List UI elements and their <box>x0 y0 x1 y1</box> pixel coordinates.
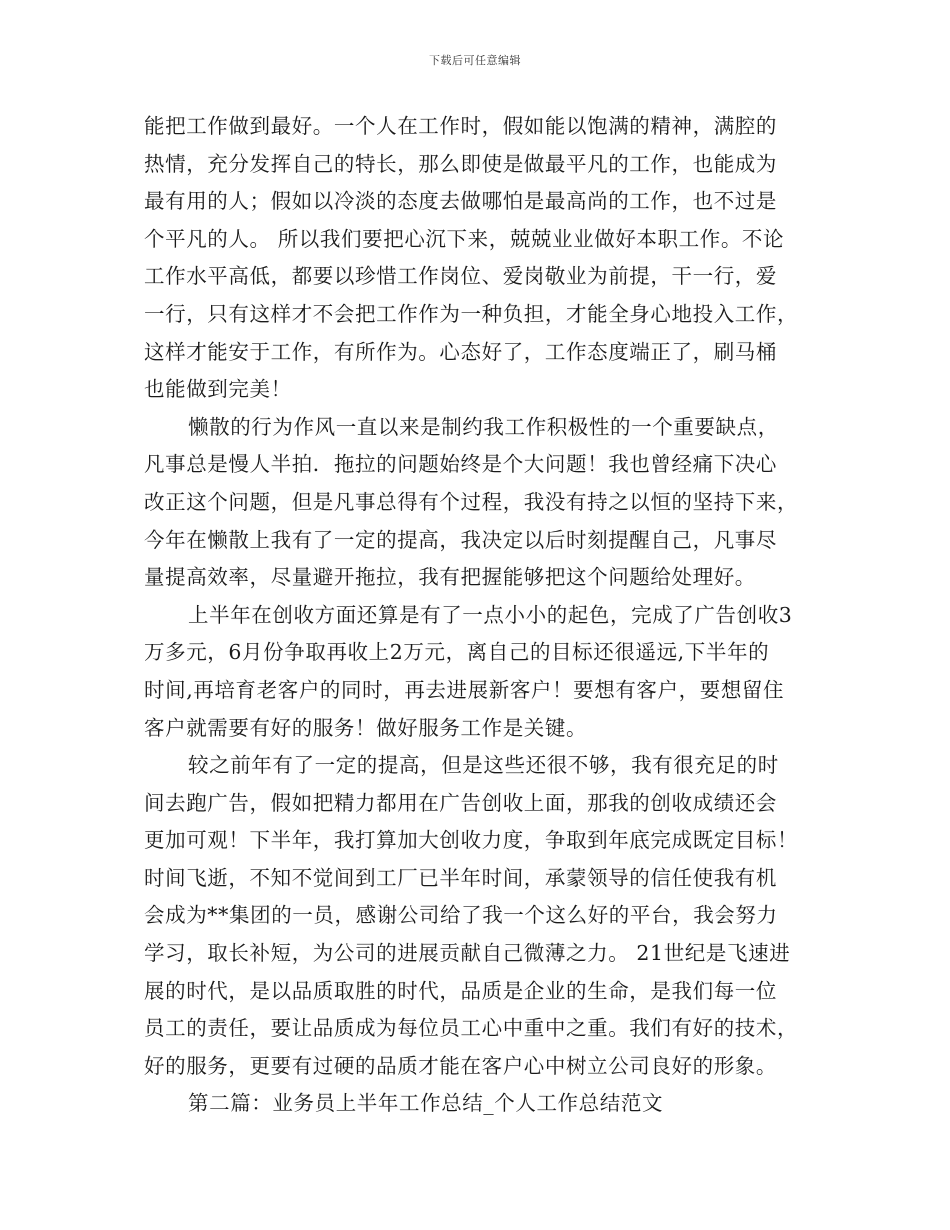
text-line: 量提高效率，尽量避开拖拉，我有把握能够把这个问题给处理好。 <box>144 565 756 590</box>
paragraph <box>144 747 814 1085</box>
text-line: 也能做到完美！ <box>144 377 292 402</box>
section-heading <box>144 1085 814 1123</box>
text-line: 第二篇：业务员上半年工作总结_个人工作总结范文 <box>188 1091 664 1116</box>
text-line: 客户就需要有好的服务！做好服务工作是关键。 <box>144 715 588 740</box>
text-line: 更加可观！下半年，我打算加大创收力度，争取到年底完成既定目标！ <box>144 828 799 853</box>
text-line: 好的服务，更要有过硬的品质才能在客户心中树立公司良好的形象。 <box>144 1053 777 1078</box>
text-line: 展的时代，是以品质取胜的时代，品质是企业的生命，是我们每一位 <box>144 978 777 1003</box>
text-line: 能把工作做到最好。一个人在工作时，假如能以饱满的精神，满腔的 <box>144 114 777 138</box>
text-line: 学习，取长补短，为公司的进展贡献自己微薄之力。 21世纪是飞速进 <box>144 941 791 966</box>
text-line: 会成为**集团的一员，感谢公司给了我一个这么好的平台，我会努力 <box>144 903 778 928</box>
text-line: 上半年在创收方面还算是有了一点小小的起色，完成了广告创收3 <box>188 602 793 627</box>
text-line: 工作水平高低，都要以珍惜工作岗位、爱岗敬业为前提，干一行，爱 <box>144 264 777 289</box>
page-header-note: 下载后可任意编辑 <box>429 54 521 67</box>
paragraph <box>144 597 814 747</box>
text-line: 个平凡的人。 所以我们要把心沉下来，兢兢业业做好本职工作。不论 <box>144 226 785 251</box>
text-line: 间去跑广告，假如把精力都用在广告创收上面，那我的创收成绩还会 <box>144 790 777 815</box>
paragraph <box>144 108 814 409</box>
text-line: 热情，充分发挥自己的特长，那么即使是做最平凡的工作，也能成为 <box>144 151 777 176</box>
document-body <box>144 108 814 1123</box>
text-line: 懒散的行为作风一直以来是制约我工作积极性的一个重要缺点， <box>188 414 779 439</box>
text-line: 时间,再培育老客户的同时，再去进展新客户！要想有客户，要想留住 <box>144 677 785 702</box>
text-line: 凡事总是慢人半拍．拖拉的问题始终是个大问题！我也曾经痛下决心 <box>144 452 777 477</box>
text-line: 这样才能安于工作，有所作为。心态好了，工作态度端正了，刷马桶 <box>144 339 777 364</box>
text-line: 时间飞逝，不知不觉间到工厂已半年时间，承蒙领导的信任使我有机 <box>144 865 777 890</box>
text-line: 今年在懒散上我有了一定的提高，我决定以后时刻提醒自己，凡事尽 <box>144 527 777 552</box>
text-line: 最有用的人；假如以冷淡的态度去做哪怕是最高尚的工作，也不过是 <box>144 189 777 214</box>
text-line: 较之前年有了一定的提高，但是这些还很不够，我有很充足的时 <box>188 753 779 778</box>
text-line: 一行，只有这样才不会把工作作为一种负担，才能全身心地投入工作， <box>144 301 799 326</box>
text-line: 改正这个问题，但是凡事总得有个过程，我没有持之以恒的坚持下来， <box>144 489 799 514</box>
text-line: 员工的责任，要让品质成为每位员工心中重中之重。我们有好的技术， <box>144 1016 799 1041</box>
text-line: 万多元，6月份争取再收上2万元，离自己的目标还很遥远,下半年的 <box>144 640 770 665</box>
paragraph <box>144 409 814 597</box>
